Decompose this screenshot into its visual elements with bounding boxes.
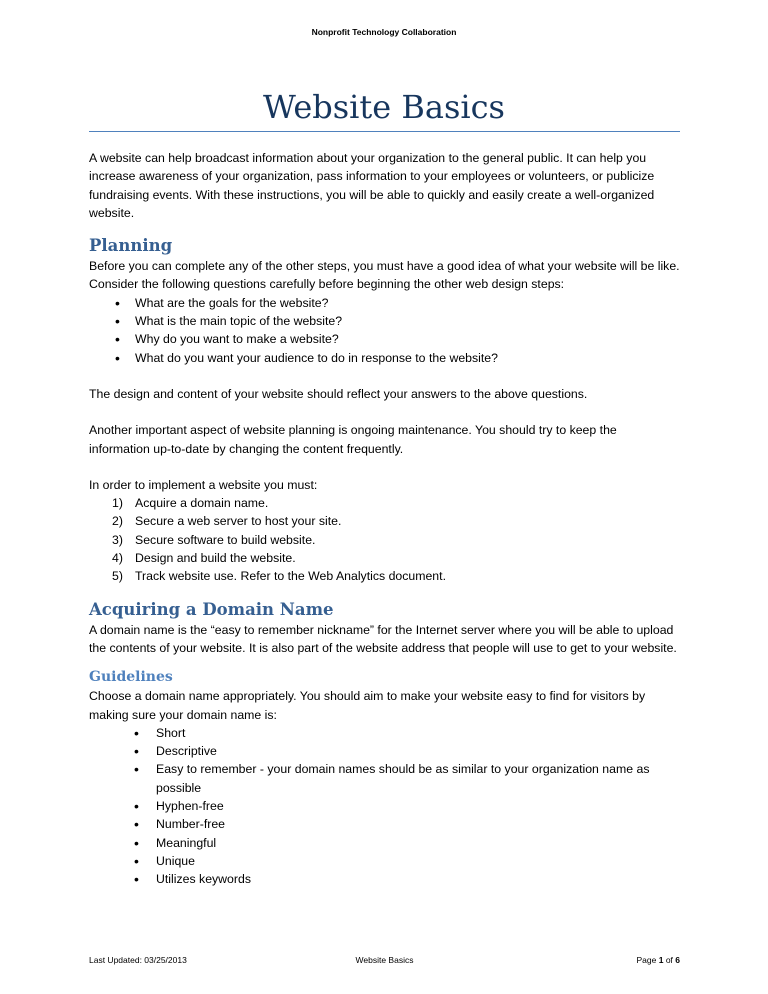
- step-number: 3): [112, 532, 123, 547]
- steps-intro: In order to implement a website you must:: [89, 477, 318, 492]
- page-footer: [89, 955, 680, 969]
- list-item: [89, 549, 680, 567]
- implementation-steps-list: [89, 494, 680, 585]
- page-number: 1: [658, 955, 664, 965]
- planning-heading: Planning: [89, 236, 173, 256]
- last-updated: Last Updated: 03/25/2013: [89, 955, 187, 965]
- list-item: [89, 494, 680, 512]
- planning-lead: Before you can complete any of the other steps, you must have a good idea of what your website will be like. Consider the following questions carefully before beginning the other web design steps:: [89, 259, 680, 292]
- title-underline: [89, 131, 680, 132]
- step-text: Secure a web server to host your site.: [135, 514, 342, 529]
- step-number: 1): [112, 496, 123, 511]
- guidelines-lead: Choose a domain name appropriately. You should aim to make your website easy to find for visitors by making sure your domain name is:: [89, 689, 646, 722]
- document-body: [89, 149, 680, 889]
- domain-paragraph: A domain name is the “easy to remember nickname” for the Internet server where you will be able to upload the contents of your website. It is also part of the website address that people will use to get to your website.: [89, 622, 677, 655]
- step-number: 2): [112, 514, 123, 529]
- step-number: 5): [112, 569, 123, 584]
- list-item: • Unique: [89, 852, 680, 870]
- list-item: • What do you want your audience to do in response to the website?: [89, 349, 680, 367]
- maintenance-note: Another important aspect of website planning is ongoing maintenance. You should try to keep the information up-to-date by changing the content frequently.: [89, 423, 617, 456]
- list-item: • Easy to remember - your domain names should be as similar to your organization name as possible: [89, 760, 680, 797]
- step-text: Track website use. Refer to the Web Analytics document.: [135, 569, 446, 584]
- list-item: • Meaningful: [89, 834, 680, 852]
- list-item: • Short: [89, 724, 680, 742]
- intro-paragraph: A website can help broadcast information about your organization to the general public. It can help you increase awareness of your organization, pass information to your employees or volunteers, or publicize fundraising events. With these instructions, you will be able to quickly and easily create a well-organized website.: [89, 151, 655, 220]
- step-text: Design and build the website.: [135, 551, 296, 566]
- guidelines-heading: Guidelines: [89, 669, 173, 686]
- step-text: Acquire a domain name.: [135, 496, 269, 511]
- document-title: Website Basics: [263, 88, 505, 126]
- list-item: • Utilizes keywords: [89, 870, 680, 888]
- list-item: • What are the goals for the website?: [89, 294, 680, 312]
- step-number: 4): [112, 551, 123, 566]
- step-text: Secure software to build website.: [135, 532, 316, 547]
- planning-questions-list: [89, 294, 680, 367]
- list-item: • What is the main topic of the website?: [89, 312, 680, 330]
- page-total: 6: [675, 955, 680, 965]
- footer-doc-name: Website Basics: [355, 955, 414, 965]
- page-of: of: [663, 955, 676, 965]
- list-item: • Hyphen-free: [89, 797, 680, 815]
- list-item: [89, 567, 680, 585]
- page-indicator: [637, 955, 681, 965]
- page-header: Nonprofit Technology Collaboration: [311, 27, 457, 37]
- list-item: [89, 531, 680, 549]
- domain-heading: Acquiring a Domain Name: [89, 599, 334, 619]
- guidelines-list: [89, 724, 680, 889]
- list-item: [89, 512, 680, 530]
- list-item: • Why do you want to make a website?: [89, 330, 680, 348]
- design-note: The design and content of your website should reflect your answers to the above questions.: [89, 386, 588, 401]
- list-item: • Descriptive: [89, 742, 680, 760]
- page-prefix: Page: [636, 955, 659, 965]
- list-item: • Number-free: [89, 815, 680, 833]
